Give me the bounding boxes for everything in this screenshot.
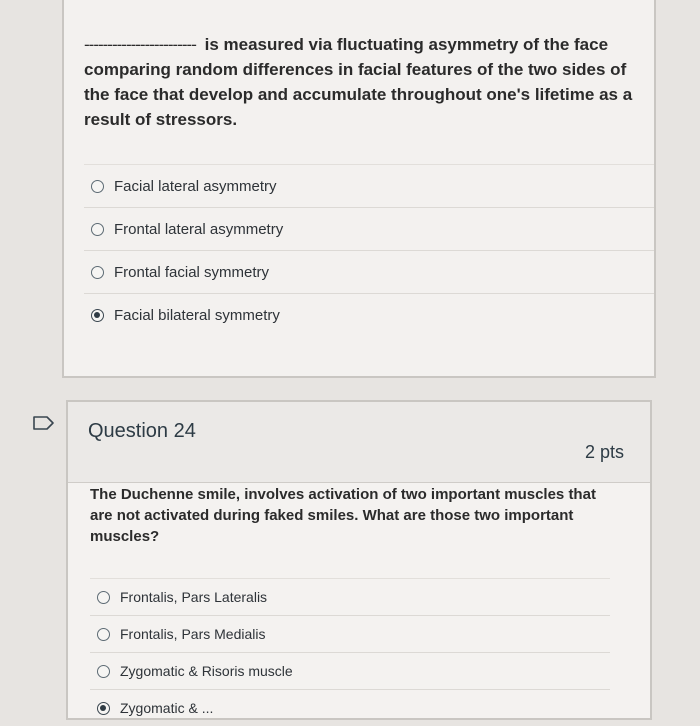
answer-label: Facial bilateral symmetry bbox=[114, 306, 280, 324]
question-24-answers bbox=[90, 578, 610, 726]
question-24-prompt: The Duchenne smile, involves activation of two important muscles that are not activated during faked smiles. What are those two important muscles? bbox=[90, 486, 596, 545]
radio-button-selected[interactable] bbox=[97, 702, 110, 715]
question-points: 2 pts bbox=[584, 442, 624, 462]
radio-button[interactable] bbox=[97, 591, 110, 604]
radio-button[interactable] bbox=[91, 180, 104, 193]
question-23-card bbox=[62, 0, 656, 378]
fill-in-blank: ------------------------ bbox=[84, 35, 196, 54]
answer-label: Zygomatic & Risoris muscle bbox=[120, 663, 293, 679]
answer-option[interactable] bbox=[90, 615, 610, 652]
bookmark-flag-icon[interactable] bbox=[33, 416, 55, 430]
answer-label: Frontalis, Pars Lateralis bbox=[120, 589, 268, 605]
answer-label: Frontalis, Pars Medialis bbox=[120, 626, 266, 642]
answer-option[interactable] bbox=[90, 578, 610, 615]
question-23-answers bbox=[84, 164, 654, 336]
answer-option-selected[interactable] bbox=[84, 293, 654, 336]
radio-button[interactable] bbox=[91, 223, 104, 236]
answer-option[interactable] bbox=[90, 652, 610, 689]
answer-option[interactable] bbox=[84, 207, 654, 250]
answer-label: Frontal lateral asymmetry bbox=[114, 220, 284, 238]
answer-option[interactable] bbox=[84, 164, 654, 207]
question-title: Question 24 bbox=[88, 420, 196, 442]
question-23-prompt: is measured via fluctuating asymmetry of the face comparing random differences in facial features of the two sides of the face that develop and accumulate throughout one's lifetime as a result of stressors. bbox=[84, 35, 633, 129]
radio-button[interactable] bbox=[91, 266, 104, 279]
answer-option-selected[interactable] bbox=[90, 689, 610, 726]
answer-label: Facial lateral asymmetry bbox=[114, 177, 277, 195]
question-24-card bbox=[66, 400, 652, 720]
radio-button-selected[interactable] bbox=[91, 309, 104, 322]
question-header bbox=[68, 402, 650, 483]
radio-button[interactable] bbox=[97, 628, 110, 641]
radio-button[interactable] bbox=[97, 665, 110, 678]
answer-label: Frontal facial symmetry bbox=[114, 263, 270, 281]
answer-label: Zygomatic & ... bbox=[120, 700, 214, 716]
answer-option[interactable] bbox=[84, 250, 654, 293]
question-23-text bbox=[84, 32, 654, 132]
